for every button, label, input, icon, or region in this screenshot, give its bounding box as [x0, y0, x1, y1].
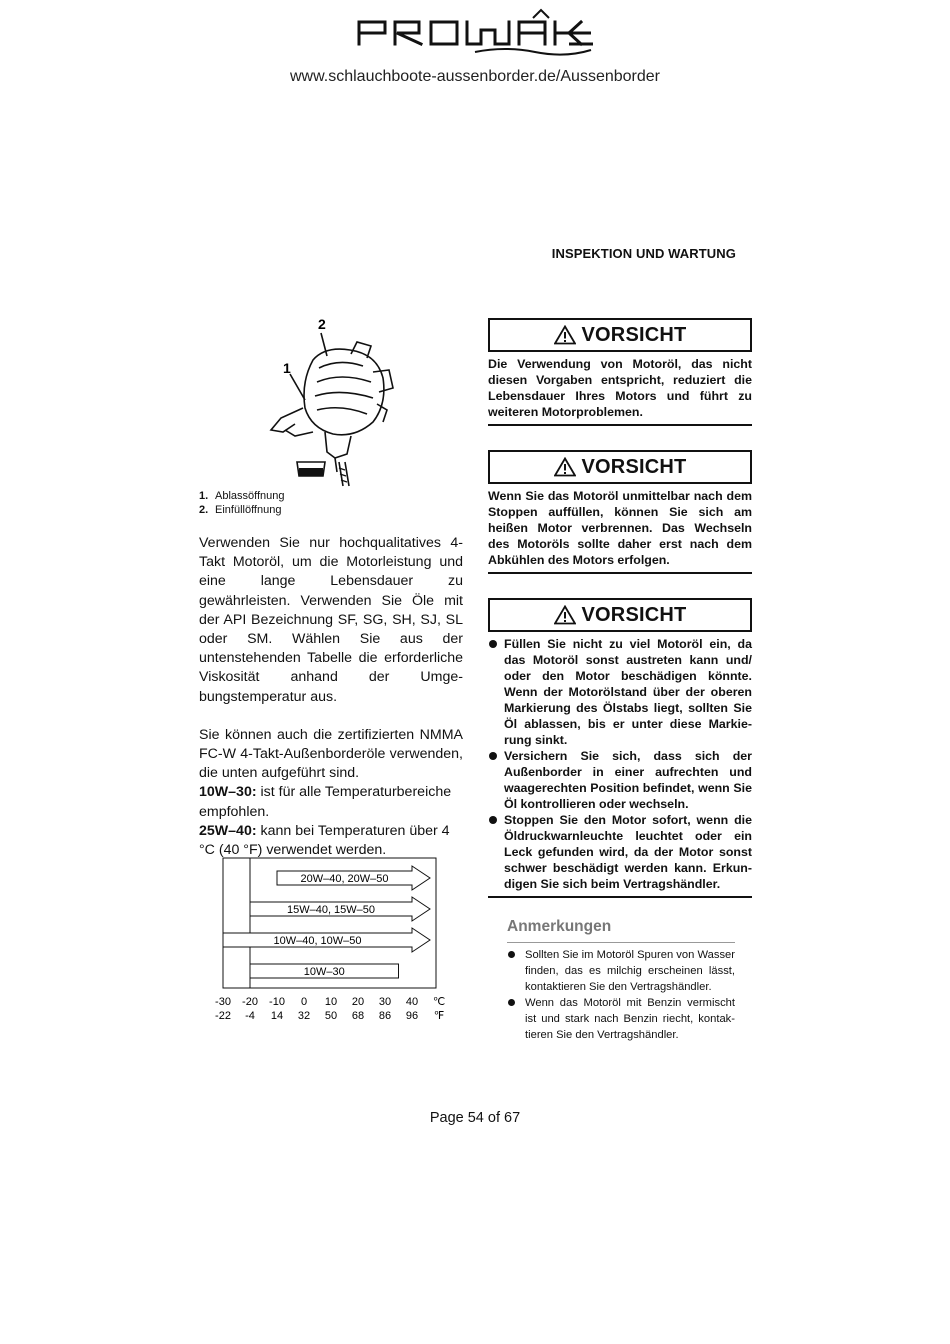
- nmma-paragraph: Sie können auch die zertifizierten NMMA FC-W 4-Takt-Außenborderöle verwenden, die unten aufgeführt sind.: [199, 726, 463, 782]
- viscosity-bar: [223, 928, 430, 952]
- viscosity-bar-label: 10W–30: [303, 966, 345, 978]
- oil-recommendation-paragraph: Verwenden Sie nur hochqualitatives 4-Takt Motoröl, um die Motorleistung und eine lange Lebensdauer zu gewährleisten. Verwenden Sie Öle mit der API Bezeichnung SF, SG, SH, SJ, SL oder SM. Wählen Sie aus der untenstehenden Tabelle die erforderliche Viskosität anhand der Umgebungstemperatur aus.: [199, 535, 463, 705]
- viscosity-bar-label: 15W–40, 15W–50: [286, 904, 376, 916]
- notes-title: Anmerkungen: [507, 918, 612, 935]
- prowake-logo: [355, 8, 595, 56]
- warning-bullet: Stoppen Sie den Motor sofort, wenn die Öldruckwarnleuchte leuchtet oder ein Leck gefunden wird, da der Motor sonst schwer beschädigt werden kann. Erkundigen Sie sich beim Vertragshändler.: [488, 812, 752, 892]
- caption-item: [199, 504, 285, 518]
- figure-captions: [199, 490, 285, 517]
- warning-header: [488, 598, 752, 632]
- fahrenheit-tick-label: 68: [351, 1010, 365, 1022]
- callout-2: 2: [318, 316, 326, 332]
- warning-header: [488, 318, 752, 352]
- warning-triangle-icon: [554, 457, 576, 477]
- warning-bullet: Versichern Sie sich, dass sich der Außenborder in einer aufrechten und waagerechten Position befindet, wenn Sie Öl kontrollieren oder wechseln.: [488, 748, 752, 812]
- 25w40-text: kann bei Temperaturen über 4 °C (40 °F) verwendet werden.: [199, 822, 450, 859]
- warning-text: Wenn Sie das Motoröl unmittelbar nach dem Stoppen auffüllen, können Sie sich am heißen Motor verbrennen. Das Wechseln des Motoröls sollte daher erst nach dem Abkühlen des Motors erfolgen.: [488, 489, 752, 567]
- viscosity-bar: [250, 897, 430, 921]
- fahrenheit-tick-label: 86: [378, 1010, 392, 1022]
- warning-title: VORSICHT: [581, 603, 687, 626]
- celsius-tick-label: 20: [351, 996, 365, 1008]
- 25w40-label: 25W–40:: [199, 822, 257, 839]
- chart-bars: [223, 866, 430, 978]
- celsius-tick-label: -30: [215, 996, 231, 1008]
- outboard-engine-illustration: [255, 312, 425, 492]
- viscosity-bar-label: 20W–40, 20W–50: [300, 873, 389, 885]
- warning-rule: [488, 896, 752, 898]
- note-item: Wenn das Motoröl mit Benzin vermischt ist und stark nach Benzin riecht, kontaktieren Sie den Vertragshändler.: [507, 995, 735, 1043]
- warning-text: Die Verwendung von Motoröl, das nicht diesen Vorgaben entspricht, reduziert die Lebensdauer Ihres Motors und führt zu weiteren Motorproblemen.: [488, 357, 752, 419]
- warning-triangle-icon: [554, 605, 576, 625]
- warning-rule: [488, 572, 752, 574]
- warning-title: VORSICHT: [581, 323, 687, 346]
- viscosity-bar: [250, 964, 399, 978]
- fahrenheit-tick-label: 50: [324, 1010, 338, 1022]
- warning-triangle-icon: [554, 325, 576, 345]
- fahrenheit-tick-label: -4: [245, 1010, 255, 1022]
- notes-rule: [507, 942, 735, 943]
- viscosity-bar-label: 10W–40, 10W–50: [273, 935, 362, 947]
- caption-text: Ablassöffnung: [215, 490, 285, 502]
- caption-item: [199, 490, 285, 504]
- site-url: www.schlauchboote-aussenborder.de/Aussenborder: [289, 68, 660, 85]
- celsius-tick-label: -20: [242, 996, 258, 1008]
- fahrenheit-tick-label: 96: [405, 1010, 419, 1022]
- caption-text: Einfüllöffnung: [215, 503, 282, 516]
- celsius-tick-label: 30: [378, 996, 392, 1008]
- viscosity-bar: [277, 866, 430, 890]
- fahrenheit-tick-label: -22: [215, 1010, 231, 1022]
- warning-bullet: Füllen Sie nicht zu viel Motoröl ein, da das Motoröl sonst austreten kann und/ oder den Motor beschädigen könnte. Wenn der Motorölstand über der oberen Markierung des Ölstabs liegt, sollten Sie Öl ablassen, bis er unter diese Markierung sinkt.: [488, 636, 752, 748]
- note-item: Sollten Sie im Motoröl Spuren von Wasser finden, das es milchig erscheinen lässt, kontaktieren Sie den Vertragshändler.: [507, 947, 735, 995]
- fahrenheit-unit-label: ℉: [433, 1010, 445, 1022]
- 10w30-text: ist für alle Temperaturbereiche empfohlen.: [199, 784, 452, 820]
- caption-number: 2.: [199, 503, 209, 516]
- section-title: INSPEKTION UND WARTUNG: [551, 246, 736, 261]
- warning-bullets: [488, 636, 752, 892]
- celsius-tick-label: -10: [269, 996, 285, 1008]
- celsius-tick-label: 10: [324, 996, 338, 1008]
- notes-list: [507, 947, 735, 1043]
- 10w30-paragraph: [199, 783, 463, 821]
- caption-number: 1.: [199, 490, 209, 502]
- celsius-tick-label: 40: [405, 996, 419, 1008]
- viscosity-temperature-chart: [205, 852, 467, 1024]
- left-column-text: [199, 534, 463, 860]
- warning-title: VORSICHT: [581, 455, 687, 478]
- fahrenheit-tick-label: 32: [297, 1010, 311, 1022]
- celsius-tick-label: 0: [300, 996, 308, 1008]
- warning-rule: [488, 424, 752, 426]
- page-number: Page 54 of 67: [429, 1110, 521, 1126]
- fahrenheit-tick-label: 14: [270, 1010, 284, 1022]
- warning-header: [488, 450, 752, 484]
- callout-1: 1: [283, 360, 291, 376]
- 10w30-label: 10W–30:: [199, 784, 257, 801]
- celsius-unit-label: ℃: [432, 996, 446, 1008]
- chart-ticks: [215, 996, 445, 1022]
